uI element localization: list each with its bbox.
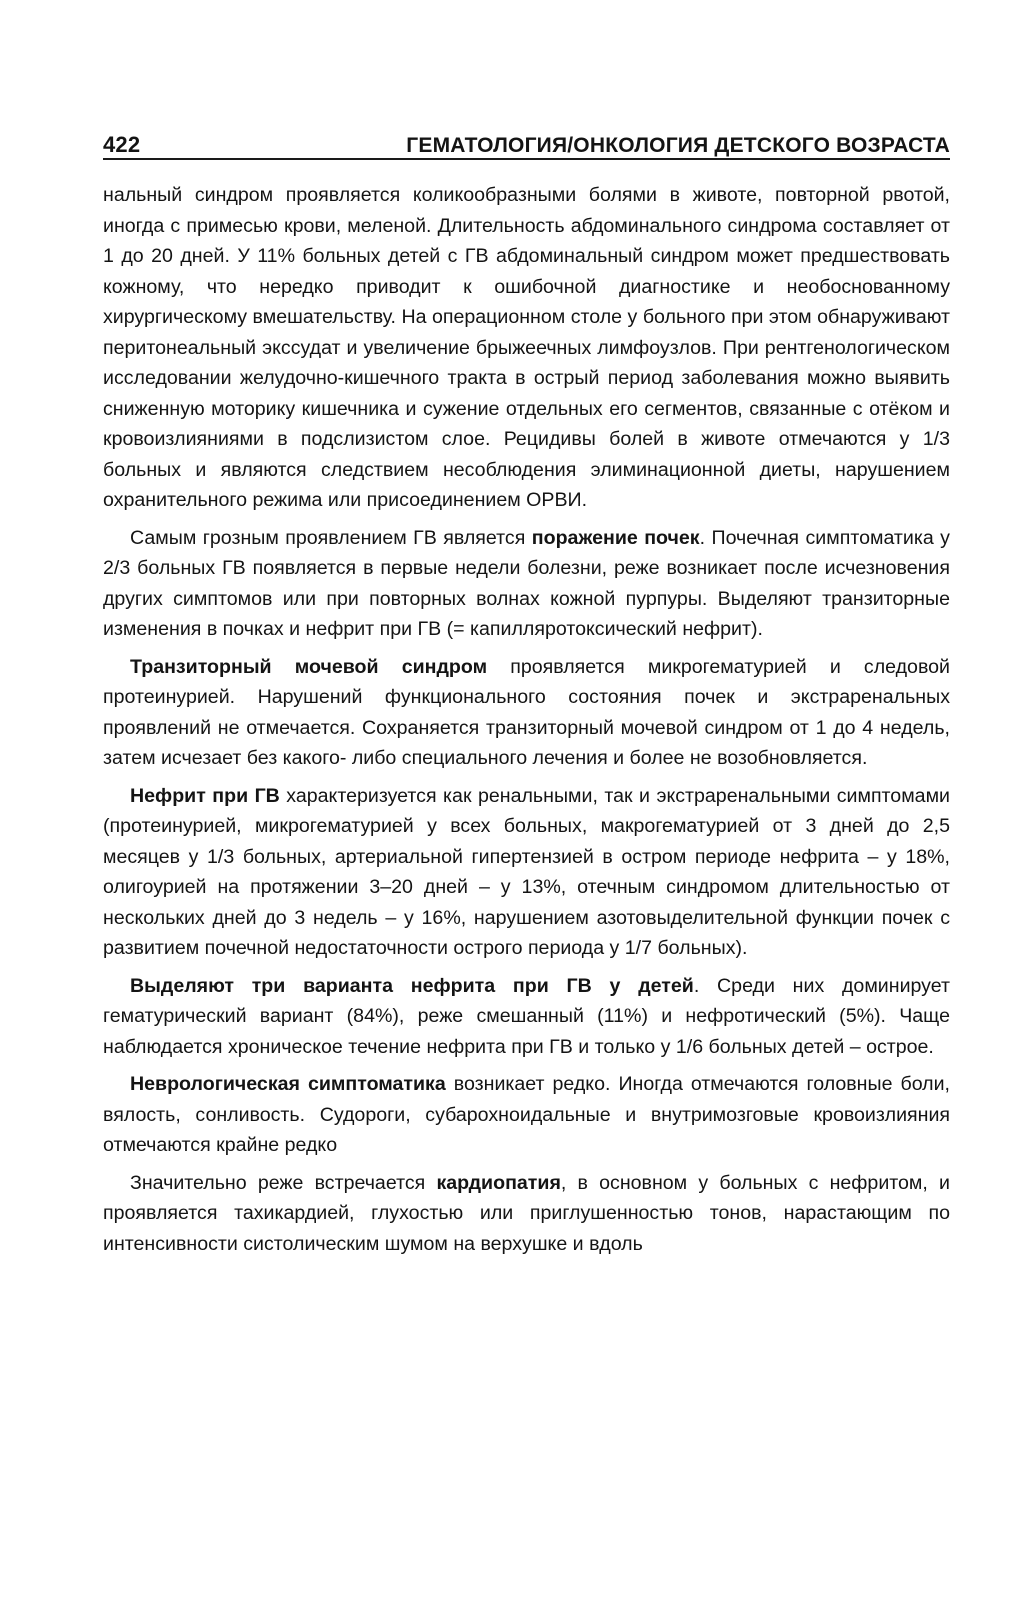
- paragraph: [103, 971, 950, 1063]
- body-text: [103, 180, 950, 1259]
- paragraph-text: проявляется микрогематурией и следовой протеинурией. Нарушений функционального состояния почек и экстраренальных проявлений не отмечается. Сохраняется транзиторный мочевой синдром от 1 до 4 недель, затем исчезает без какого- либо специального лечения и более не возобновляется.: [103, 655, 950, 769]
- paragraph-text: , в основном у больных с нефритом, и проявляется тахикардией, глухостью или приглушенностью тонов, нарастающим по интенсивности систолическим шумом на верхушке и вдоль: [103, 1171, 950, 1255]
- bold-term: Выделяют три варианта нефрита при ГВ у детей: [130, 974, 694, 997]
- paragraph-text: характеризуется как ренальными, так и экстраренальными симптомами (протеинурией, микрогематурией у всех больных, макрогематурией от 3 дней до 2,5 месяцев у 1/3 больных, артериальной гипертензией в остром периоде нефрита – у 18%, олигоурией на протяжении 3–20 дней – у 13%, отечным синдромом длительностью от нескольких дней до 3 недель – у 16%, нарушением азотовыделительной функции почек с развитием почечной недостаточности острого периода у 1/7 больных).: [103, 784, 950, 959]
- paragraph-text: Самым грозным проявлением ГВ является: [130, 526, 532, 549]
- paragraph: [103, 1069, 950, 1161]
- paragraph: [103, 1168, 950, 1260]
- bold-term: поражение почек: [531, 526, 700, 549]
- bold-term: Неврологическая симптоматика: [130, 1073, 446, 1095]
- paragraph: [103, 652, 950, 774]
- bold-term: Нефрит при ГВ: [130, 784, 280, 807]
- paragraph: [103, 781, 950, 964]
- paragraph-text: нальный синдром проявляется коликообразными болями в животе, повторной рвотой, иногда с примесью крови, меленой. Длительность абдоминального синдрома составляет от 1 до 20 дней. У 11% больных детей с ГВ абдоминальный синдром может предшествовать кожному, что нередко приводит к ошибочной диагностике и необоснованному хирургическому вмешательству. На операционном столе у больного при этом обнаруживают перитонеальный экссудат и увеличение брыжеечных лимфоузлов. При рентгенологическом исследовании желудочно-кишечного тракта в острый период заболевания можно выявить сниженную моторику кишечника и сужение отдельных его сегментов, связанные с отёком и кровоизлияниями в подслизистом слое. Рецидивы болей в животе отмечаются у 1/3 больных и являются следствием несоблюдения элиминационной диеты, нарушением охранительного режима или присоединением ОРВИ.: [103, 184, 950, 511]
- paragraph: [103, 523, 950, 645]
- paragraph-text: возникает редко. Иногда отмечаются головные боли, вялость, сонливость. Судороги, субарохноидальные и внутримозговые кровоизлияния отмечаются крайне редко: [103, 1073, 950, 1156]
- paragraph-text: . Среди них доминирует гематурический вариант (84%), реже смешанный (11%) и нефротический (5%). Чаще наблюдается хроническое течение нефрита при ГВ и только у 1/6 больных детей – острое.: [103, 974, 950, 1058]
- bold-term: кардиопатия: [436, 1171, 561, 1194]
- bold-term: Транзиторный мочевой синдром: [130, 655, 488, 678]
- paragraph-text: . Почечная симптоматика у 2/3 больных ГВ появляется в первые недели болезни, реже возникает после исчезновения других симптомов или при повторных волнах кожной пурпуры. Выделяют транзиторные изменения в почках и нефрит при ГВ (= капилляротоксический нефрит).: [103, 526, 950, 640]
- book-page: [103, 128, 950, 1266]
- page-number: 422: [103, 132, 141, 157]
- running-header-title: ГЕМАТОЛОГИЯ/ОНКОЛОГИЯ ДЕТСКОГО ВОЗРАСТА: [406, 134, 950, 157]
- paragraph: [103, 180, 950, 516]
- paragraph-text: Значительно реже встречается: [130, 1171, 437, 1194]
- running-header: [103, 128, 950, 160]
